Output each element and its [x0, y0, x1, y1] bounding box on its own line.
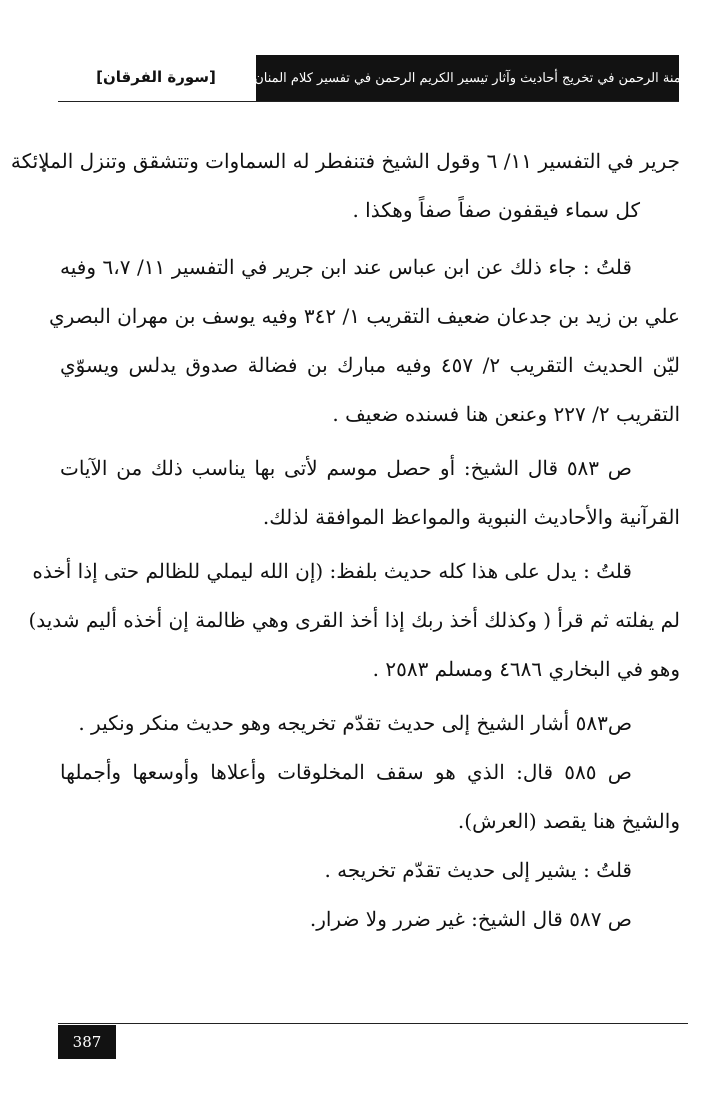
- book-title: منة الرحمن في تخريج أحاديث وآثار تيسير الكريم الرحمن في تفسير كلام المنان: [254, 70, 681, 86]
- text-line: وهو في البخاري ٤٦٨٦ ومسلم ٢٥٨٣ .: [372, 657, 680, 681]
- text-line: ص ٥٨٥ قال: الذي هو سقف المخلوقات وأعلاها وأوسعها وأجملها: [60, 760, 632, 784]
- surah-label: [سورة الفرقان]: [96, 68, 216, 86]
- page-number: 387: [72, 1033, 102, 1051]
- text-line: كل سماء فيقفون صفاً صفاً وهكذا .: [352, 198, 640, 222]
- text-line: علي بن زيد بن جدعان ضعيف التقريب ١/ ٣٤٢ وفيه يوسف بن مهران البصري: [49, 304, 680, 328]
- text-line: قلتُ : يدل على هذا كله حديث بلفظ: (إن الله ليملي للظالم حتى إذا أخذه: [32, 559, 632, 583]
- text-line: والشيخ هنا يقصد (العرش).: [457, 809, 680, 833]
- text-line: ص٥٨٣ أشار الشيخ إلى حديث تقدّم تخريجه وهو حديث منكر ونكير .: [78, 711, 632, 735]
- text-line: التقريب ٢/ ٢٢٧ وعنعن هنا فسنده ضعيف .: [332, 402, 680, 426]
- text-line: قلتُ : يشير إلى حديث تقدّم تخريجه .: [324, 858, 632, 882]
- page-number-box: [58, 1025, 116, 1059]
- book-title-banner: [256, 55, 679, 101]
- text-line: القرآنية والأحاديث النبوية والمواعظ الموافقة لذلك.: [262, 505, 680, 529]
- page-body: [10, 137, 680, 944]
- text-line: ليّن الحديث التقريب ٢/ ٤٥٧ وفيه مبارك بن فضالة صدوق يدلس ويسوّي: [60, 353, 680, 377]
- footer-divider: [58, 1023, 688, 1024]
- header-divider: [58, 101, 679, 102]
- text-line: ص ٥٨٧ قال الشيخ: غير ضرر ولا ضرار.: [309, 907, 632, 931]
- text-line: لم يفلته ثم قرأ ( وكذلك أخذ ربك إذا أخذ القرى وهي ظالمة إن أخذه أليم شديد): [28, 608, 680, 632]
- text-line: ص ٥٨٣ قال الشيخ: أو حصل موسم لأتى بها يناسب ذلك من الآيات: [60, 456, 632, 480]
- text-line: جرير في التفسير ١١/ ٦ وقول الشيخ فتنفطر له السماوات وتتشقق وتنزل الملائكة: [10, 149, 680, 173]
- text-line: قلتُ : جاء ذلك عن ابن عباس عند ابن جرير في التفسير ١١/ ٦،٧ وفيه: [60, 255, 632, 279]
